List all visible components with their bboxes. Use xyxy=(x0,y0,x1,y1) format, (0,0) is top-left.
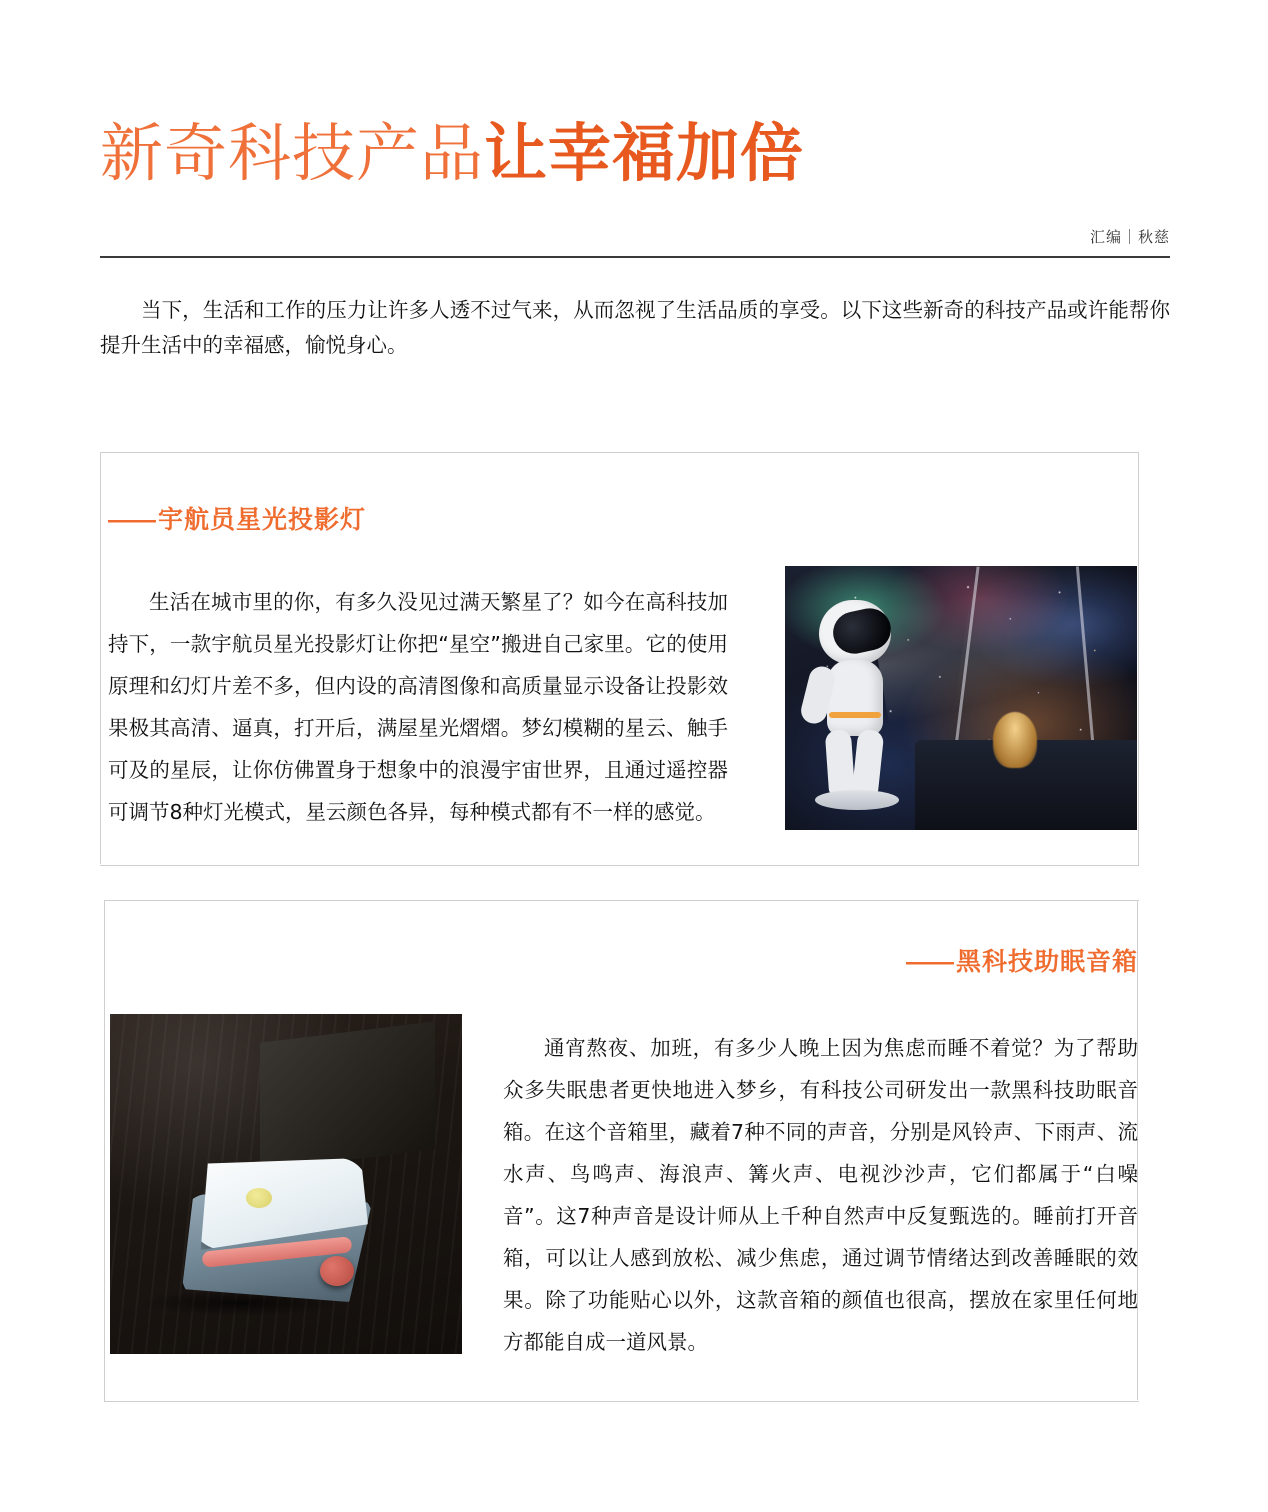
astronaut-torso xyxy=(827,660,883,736)
byline: 汇编｜秋慈 xyxy=(1089,229,1170,246)
section-1-dash: —— xyxy=(108,506,154,534)
section-1-body: 生活在城市里的你，有多久没见过满天繁星了？如今在高科技加持下，一款宇航员星光投影灯让你把“星空”搬进自己家里。它的使用原理和幻灯片差不多，但内设的高清图像和高质量显示设备让投影效果极其高清、逼真，打开后，满屋星光熠熠。梦幻模糊的星云、触手可及的星辰，让你仿佛置身于想象中的浪漫宇宙世界，且通过遥控器可调节8种灯光模式，星云颜色各异，每种模式都有不一样的感觉。 xyxy=(108,589,728,824)
page-title-light: 新奇科技产品 xyxy=(100,117,484,190)
section-2-dash: —— xyxy=(905,948,952,976)
background-box xyxy=(260,1021,435,1170)
section-1-frame-left-edge xyxy=(100,452,101,864)
speaker-knob xyxy=(320,1256,354,1286)
astronaut-projector-image xyxy=(785,566,1137,830)
person-on-bed xyxy=(993,712,1037,768)
title-block xyxy=(100,117,1170,246)
section-2-body: 通宵熬夜、加班，有多少人晚上因为焦虑而睡不着觉？为了帮助众多失眠患者更快地进入梦乡，有科技公司研发出一款黑科技助眠音箱。在这个音箱里，藏着7种不同的声音，分别是风铃声、下雨声、流水声、鸟鸣声、海浪声、篝火声、电视沙沙声，它们都属于“白噪音”。这7种声音是设计师从上千种自然声中反复甄选的。睡前打开音箱，可以让人感到放松、减少焦虑，通过调节情绪达到改善睡眠的效果。除了功能贴心以外，这款音箱的颜值也很高，摆放在家里任何地方都能自成一道风景。 xyxy=(503,1035,1138,1354)
lead-paragraph: 当下，生活和工作的压力让许多人透不过气来，从而忽视了生活品质的享受。以下这些新奇的科技产品或许能帮你提升生活中的幸福感，愉悦身心。 xyxy=(100,297,1170,358)
section-1-heading xyxy=(108,500,366,536)
page-title xyxy=(100,117,1170,190)
speaker-indicator-dot xyxy=(246,1188,272,1208)
astronaut-stripe xyxy=(829,712,881,718)
page-title-bold: 让幸福加倍 xyxy=(484,117,804,190)
astronaut-lamp xyxy=(793,594,913,824)
astronaut-leg-right xyxy=(852,729,885,797)
white-noise-speaker xyxy=(172,1152,392,1312)
sleep-speaker-image xyxy=(110,1014,462,1354)
section-2-heading-text: 黑科技助眠音箱 xyxy=(955,948,1138,976)
astronaut-leg-left xyxy=(825,729,856,797)
title-divider xyxy=(100,256,1170,258)
section-2-heading xyxy=(906,942,1138,978)
astronaut-base xyxy=(815,790,899,810)
section-1-heading-text: 宇航员星光投影灯 xyxy=(158,506,367,534)
